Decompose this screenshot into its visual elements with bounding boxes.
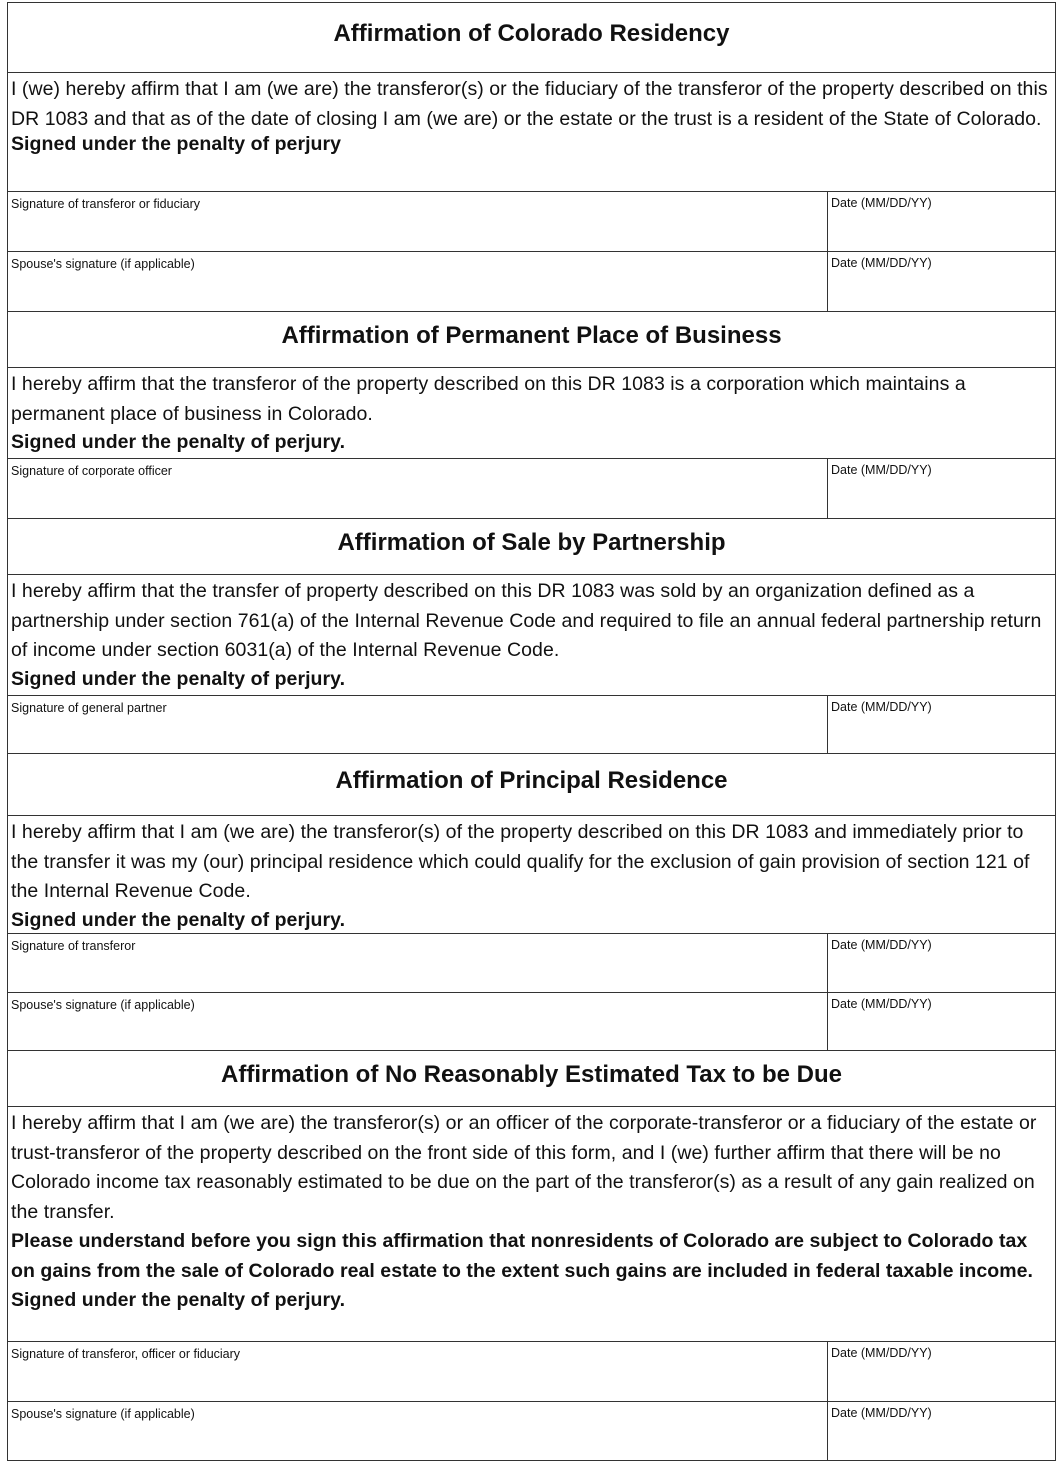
affirmation-text: I hereby affirm that the transferor of the property described on this DR 1083 is a corporation which maintains a permanent place of business in Colorado. bbox=[11, 373, 966, 425]
date-label: Date (MM/DD/YY) bbox=[831, 196, 932, 210]
signature-field-spouse-residency[interactable] bbox=[8, 252, 827, 311]
section-title-principal-residence: Affirmation of Principal Residence bbox=[8, 754, 1055, 816]
nonresident-warning: Please understand before you sign this affirmation that nonresidents of Colorado are subject to Colorado tax on gains from the sale of Colorado real estate to the extent such gains are included in federal taxable income. bbox=[11, 1230, 1033, 1282]
date-label: Date (MM/DD/YY) bbox=[831, 1346, 932, 1360]
section-body-sale-by-partnership bbox=[8, 575, 1055, 696]
signature-label: Spouse's signature (if applicable) bbox=[11, 257, 195, 271]
date-field-transferor[interactable] bbox=[827, 934, 1055, 992]
signature-row-spouse-principal-residence bbox=[8, 993, 1055, 1051]
signature-row-spouse-residency bbox=[8, 252, 1055, 312]
signature-label: Signature of transferor or fiduciary bbox=[11, 197, 200, 211]
section-body-no-estimated-tax-due bbox=[8, 1107, 1055, 1342]
signature-field-transferor[interactable] bbox=[8, 934, 827, 992]
date-field-general-partner[interactable] bbox=[827, 696, 1055, 753]
signature-field-transferor-or-fiduciary[interactable] bbox=[8, 192, 827, 251]
affirmation-text: I (we) hereby affirm that I am (we are) the transferor(s) or the fiduciary of the transferor of the property described on this DR 1083 and that as of the date of closing I am (we are) or the estate or the trust is a resident of the State of Colorado. bbox=[11, 78, 1048, 130]
date-label: Date (MM/DD/YY) bbox=[831, 997, 932, 1011]
section-title-sale-by-partnership: Affirmation of Sale by Partnership bbox=[8, 519, 1055, 575]
signature-row-transferor-or-fiduciary bbox=[8, 192, 1055, 252]
section-body-principal-residence bbox=[8, 816, 1055, 934]
date-field-corporate-officer[interactable] bbox=[827, 459, 1055, 518]
section-title-permanent-place-of-business: Affirmation of Permanent Place of Business bbox=[8, 312, 1055, 368]
affirmation-text: I hereby affirm that the transfer of property described on this DR 1083 was sold by an organization defined as a partnership under section 761(a) of the Internal Revenue Code and required to file an annual federal partnership return of income under section 6031(a) of the Internal Revenue Code. bbox=[11, 580, 1042, 662]
section-body-colorado-residency bbox=[8, 73, 1055, 192]
affirmation-text: I hereby affirm that I am (we are) the transferor(s) or an officer of the corporate-transferor or a fiduciary of the estate or trust-transferor of the property described on the front side of this form, and I (we) further affirm that there will be no Colorado income tax reasonably estimated to be due on the part of the transferor(s) as a result of any gain realized on the transfer. bbox=[11, 1112, 1037, 1223]
perjury-statement: Signed under the penalty of perjury. bbox=[11, 667, 346, 690]
signature-row-spouse-no-estimated-tax bbox=[8, 1402, 1055, 1461]
signature-label: Signature of general partner bbox=[11, 701, 167, 715]
section-title-no-estimated-tax-due: Affirmation of No Reasonably Estimated Tax to be Due bbox=[8, 1051, 1055, 1107]
section-title-colorado-residency: Affirmation of Colorado Residency bbox=[8, 3, 1055, 73]
date-field-spouse-residency[interactable] bbox=[827, 252, 1055, 311]
perjury-statement: Signed under the penalty of perjury. bbox=[11, 431, 346, 454]
perjury-statement: Signed under the penalty of perjury. bbox=[11, 1288, 346, 1311]
date-label: Date (MM/DD/YY) bbox=[831, 700, 932, 714]
section-body-permanent-place-of-business bbox=[8, 368, 1055, 459]
signature-label: Signature of transferor, officer or fiduciary bbox=[11, 1347, 241, 1361]
perjury-statement: Signed under the penalty of perjury bbox=[11, 133, 342, 156]
signature-row-general-partner bbox=[8, 696, 1055, 754]
signature-row-transferor bbox=[8, 934, 1055, 993]
date-field-transferor-officer-or-fiduciary[interactable] bbox=[827, 1342, 1055, 1401]
date-label: Date (MM/DD/YY) bbox=[831, 1406, 932, 1420]
signature-label: Spouse's signature (if applicable) bbox=[11, 1407, 195, 1421]
signature-field-transferor-officer-or-fiduciary[interactable] bbox=[8, 1342, 827, 1401]
signature-row-transferor-officer-or-fiduciary bbox=[8, 1342, 1055, 1402]
date-field-spouse-principal-residence[interactable] bbox=[827, 993, 1055, 1050]
date-label: Date (MM/DD/YY) bbox=[831, 938, 932, 952]
affirmation-form bbox=[7, 2, 1056, 1461]
perjury-statement: Signed under the penalty of perjury. bbox=[11, 908, 346, 931]
signature-label: Signature of transferor bbox=[11, 939, 136, 953]
signature-row-corporate-officer bbox=[8, 459, 1055, 519]
signature-field-corporate-officer[interactable] bbox=[8, 459, 827, 518]
date-field-spouse-no-estimated-tax[interactable] bbox=[827, 1402, 1055, 1460]
date-label: Date (MM/DD/YY) bbox=[831, 463, 932, 477]
affirmation-text: I hereby affirm that I am (we are) the transferor(s) of the property described on this DR 1083 and immediately prior to the transfer it was my (our) principal residence which could qualify for the exclusion of gain provision of section 121 of the Internal Revenue Code. bbox=[11, 821, 1030, 903]
signature-field-general-partner[interactable] bbox=[8, 696, 827, 753]
signature-field-spouse-principal-residence[interactable] bbox=[8, 993, 827, 1050]
date-field-transferor-or-fiduciary[interactable] bbox=[827, 192, 1055, 251]
signature-label: Signature of corporate officer bbox=[11, 464, 172, 478]
signature-field-spouse-no-estimated-tax[interactable] bbox=[8, 1402, 827, 1460]
date-label: Date (MM/DD/YY) bbox=[831, 256, 932, 270]
signature-label: Spouse's signature (if applicable) bbox=[11, 998, 195, 1012]
